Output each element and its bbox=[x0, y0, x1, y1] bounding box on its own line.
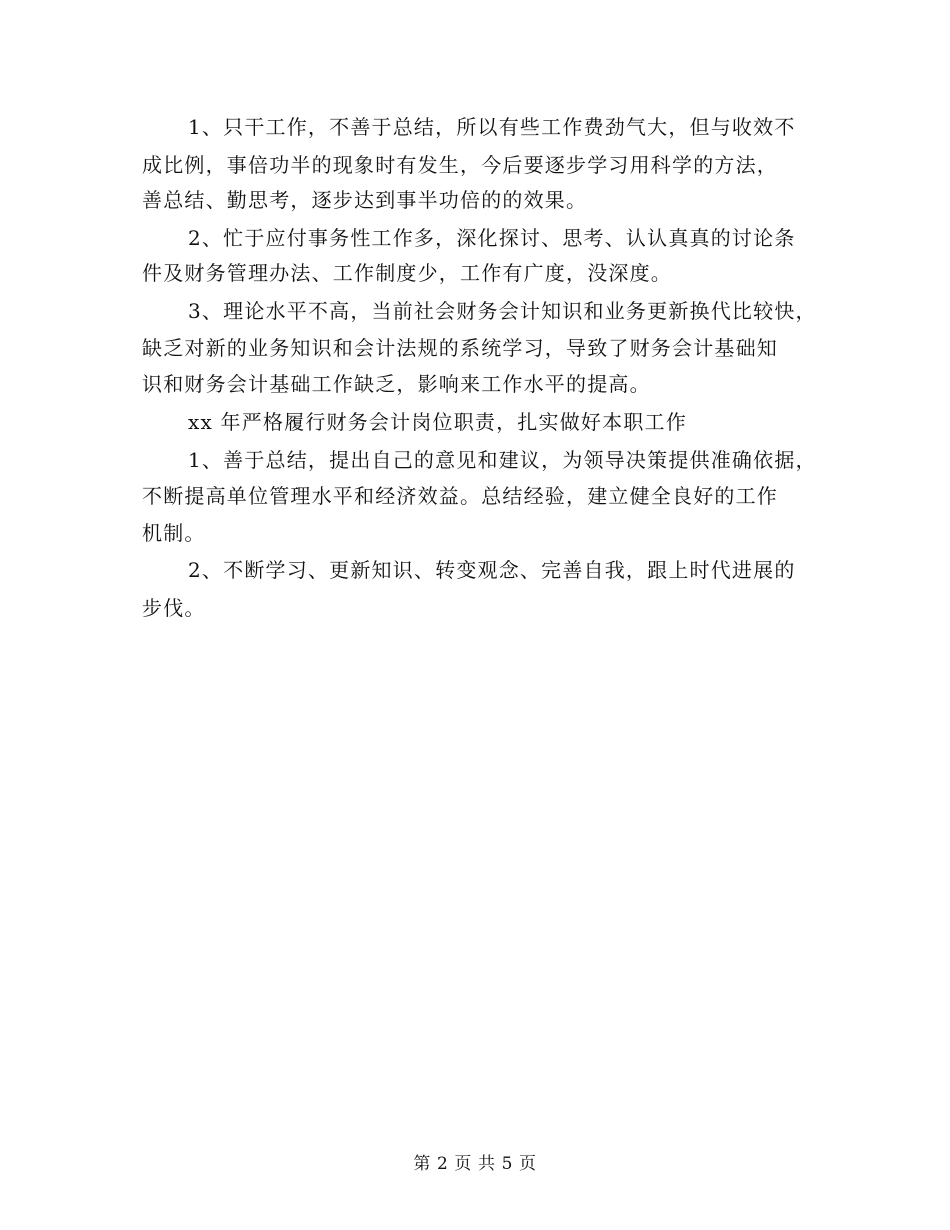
paragraph-line: 识和财务会计基础工作缺乏，影响来工作水平的提高。 bbox=[142, 372, 651, 396]
paragraph-line: 步伐。 bbox=[142, 596, 206, 620]
paragraph-line: 不断提高单位管理水平和经济效益。总结经验，建立健全良好的工作 bbox=[142, 484, 778, 508]
paragraph-line: 缺乏对新的业务知识和会计法规的系统学习，导致了财务会计基础知 bbox=[142, 336, 778, 360]
paragraph-line: 成比例，事倍功半的现象时有发生，今后要逐步学习用科学的方法， bbox=[142, 153, 778, 177]
paragraph-line: 2、不断学习、更新知识、转变观念、完善自我，跟上时代进展的 bbox=[188, 558, 796, 582]
paragraph-line: 1、善于总结，提出自己的意见和建议，为领导决策提供准确依据， bbox=[188, 448, 817, 472]
section-heading: xx 年严格履行财务会计岗位职责，扎实做好本职工作 bbox=[188, 410, 687, 434]
paragraph-line: 1、只干工作，不善于总结，所以有些工作费劲气大，但与收效不 bbox=[188, 115, 796, 139]
paragraph-line: 机制。 bbox=[142, 521, 206, 545]
paragraph-line: 2、忙于应付事务性工作多，深化探讨、思考、认认真真的讨论条 bbox=[188, 226, 796, 250]
paragraph-line: 件及财务管理办法、工作制度少，工作有广度，没深度。 bbox=[142, 261, 672, 285]
paragraph-line: 3、理论水平不高，当前社会财务会计知识和业务更新换代比较快， bbox=[188, 299, 817, 323]
page-number: 第 2 页 共 5 页 bbox=[413, 1154, 537, 1174]
paragraph-line: 善总结、勤思考，逐步达到事半功倍的的效果。 bbox=[142, 188, 588, 212]
